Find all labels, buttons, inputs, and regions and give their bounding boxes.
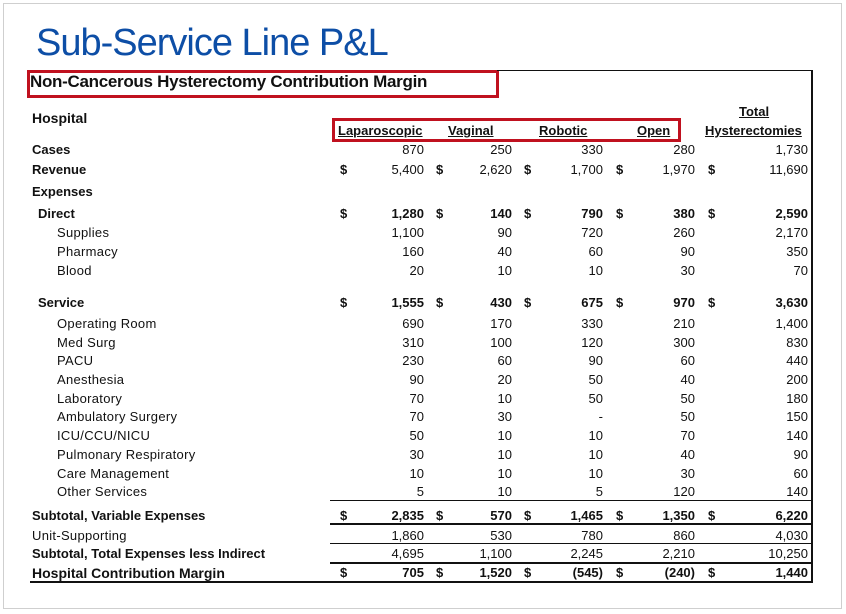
- row-value: 1,280: [391, 206, 424, 221]
- row-value: 50: [680, 409, 695, 424]
- row-value: 90: [497, 225, 512, 240]
- row-value: 330: [581, 142, 603, 157]
- row-value: 50: [680, 391, 695, 406]
- row-value: 860: [673, 528, 695, 543]
- row-label: Direct: [38, 206, 75, 221]
- row-value: 10: [588, 428, 603, 443]
- row-value: 1,100: [479, 546, 512, 561]
- row-value: 720: [581, 225, 603, 240]
- row-value: 5,400: [391, 162, 424, 177]
- row-value: 1,350: [662, 508, 695, 523]
- currency-symbol: $: [340, 295, 348, 310]
- row-label: Operating Room: [57, 316, 157, 331]
- row-value: 140: [786, 484, 808, 499]
- row-value: 10: [497, 391, 512, 406]
- row-value: 530: [490, 528, 512, 543]
- currency-symbol: $: [340, 565, 348, 580]
- currency-symbol: $: [340, 206, 348, 221]
- row-value: 60: [497, 353, 512, 368]
- row-value: 60: [680, 353, 695, 368]
- currency-symbol: $: [708, 295, 716, 310]
- row-label: Pulmonary Respiratory: [57, 447, 196, 462]
- row-value: 1,400: [775, 316, 808, 331]
- row-value: 350: [786, 244, 808, 259]
- row-label: Laboratory: [57, 391, 123, 406]
- row-value: 40: [680, 372, 695, 387]
- row-value: 310: [402, 335, 424, 350]
- row-value: 1,970: [662, 162, 695, 177]
- row-value: (240): [664, 565, 695, 580]
- hospital-label: Hospital: [32, 110, 88, 126]
- row-value: 120: [673, 484, 695, 499]
- row-value: 50: [588, 391, 603, 406]
- rule-after-unit-supporting: [330, 543, 813, 544]
- currency-symbol: $: [616, 565, 624, 580]
- row-value: 430: [490, 295, 512, 310]
- row-value: 10: [497, 263, 512, 278]
- row-value: 200: [786, 372, 808, 387]
- row-value: 70: [680, 428, 695, 443]
- row-value: 70: [793, 263, 808, 278]
- currency-symbol: $: [708, 162, 716, 177]
- row-value: 11,690: [769, 162, 808, 177]
- currency-symbol: $: [616, 508, 624, 523]
- row-value: 10: [588, 466, 603, 481]
- slide-title: Sub-Service Line P&L: [36, 22, 388, 64]
- row-value: 300: [673, 335, 695, 350]
- row-value: 40: [497, 244, 512, 259]
- row-value: 40: [680, 447, 695, 462]
- currency-symbol: $: [616, 295, 624, 310]
- row-value: 30: [680, 466, 695, 481]
- row-value: 1,700: [570, 162, 603, 177]
- currency-symbol: $: [436, 162, 444, 177]
- row-value: 50: [409, 428, 424, 443]
- row-value: 1,555: [391, 295, 424, 310]
- row-label: ICU/CCU/NICU: [57, 428, 151, 443]
- row-label: Ambulatory Surgery: [57, 409, 178, 424]
- row-label: Cases: [32, 142, 71, 157]
- row-value: 2,245: [570, 546, 603, 561]
- currency-symbol: $: [616, 162, 624, 177]
- row-value: 870: [402, 142, 424, 157]
- row-value: 1,860: [391, 528, 424, 543]
- row-label: Expenses: [32, 184, 93, 199]
- row-label: PACU: [57, 353, 94, 368]
- row-value: 90: [793, 447, 808, 462]
- currency-symbol: $: [436, 206, 444, 221]
- row-value: -: [598, 409, 603, 424]
- row-value: 10: [497, 466, 512, 481]
- row-value: 210: [673, 316, 695, 331]
- row-value: 675: [581, 295, 603, 310]
- col-open: Open: [637, 123, 671, 138]
- row-label: Anesthesia: [57, 372, 125, 387]
- row-value: 1,440: [775, 565, 808, 580]
- col-laparoscopic: Laparoscopic: [338, 123, 423, 138]
- row-label: Supplies: [57, 225, 110, 240]
- row-label: Other Services: [57, 484, 148, 499]
- row-value: 20: [409, 263, 424, 278]
- row-value: 260: [673, 225, 695, 240]
- row-value: 2,210: [662, 546, 695, 561]
- currency-symbol: $: [340, 162, 348, 177]
- rule-before-subtotal: [330, 500, 813, 501]
- row-label: Subtotal, Total Expenses less Indirect: [32, 546, 266, 561]
- table-bottom-border: [30, 581, 813, 583]
- currency-symbol: $: [524, 162, 532, 177]
- row-label: Med Surg: [57, 335, 116, 350]
- row-value: 1,730: [775, 142, 808, 157]
- row-value: 2,835: [391, 508, 424, 523]
- row-value: 970: [673, 295, 695, 310]
- row-value: 1,100: [391, 225, 424, 240]
- row-value: 140: [490, 206, 512, 221]
- row-value: 30: [680, 263, 695, 278]
- row-value: 10: [497, 428, 512, 443]
- row-value: 180: [786, 391, 808, 406]
- row-value: 4,695: [391, 546, 424, 561]
- table-right-border: [811, 70, 813, 583]
- row-value: 230: [402, 353, 424, 368]
- row-value: 30: [409, 447, 424, 462]
- row-value: 250: [490, 142, 512, 157]
- row-value: 30: [497, 409, 512, 424]
- row-value: 380: [673, 206, 695, 221]
- currency-symbol: $: [708, 565, 716, 580]
- row-value: 90: [409, 372, 424, 387]
- row-value: 140: [786, 428, 808, 443]
- row-value: 1,520: [479, 565, 512, 580]
- currency-symbol: $: [708, 508, 716, 523]
- row-value: 2,620: [479, 162, 512, 177]
- row-value: 570: [490, 508, 512, 523]
- row-value: 150: [786, 409, 808, 424]
- row-label: Subtotal, Variable Expenses: [32, 508, 206, 523]
- row-value: 2,590: [775, 206, 808, 221]
- row-label: Blood: [57, 263, 92, 278]
- row-value: 70: [409, 391, 424, 406]
- currency-symbol: $: [436, 295, 444, 310]
- currency-symbol: $: [524, 206, 532, 221]
- row-value: 90: [588, 353, 603, 368]
- row-value: 10: [497, 447, 512, 462]
- row-label: Care Management: [57, 466, 170, 481]
- row-value: 170: [490, 316, 512, 331]
- rule-before-margin: [330, 562, 813, 564]
- row-value: 5: [595, 484, 603, 499]
- row-value: 5: [416, 484, 424, 499]
- row-value: 690: [402, 316, 424, 331]
- row-label: Pharmacy: [57, 244, 118, 259]
- col-total-line2: Hysterectomies: [705, 123, 802, 138]
- currency-symbol: $: [524, 508, 532, 523]
- currency-symbol: $: [616, 206, 624, 221]
- currency-symbol: $: [524, 565, 532, 580]
- row-value: 10: [588, 447, 603, 462]
- row-value: 10,250: [768, 546, 808, 561]
- currency-symbol: $: [340, 508, 348, 523]
- row-value: 440: [786, 353, 808, 368]
- row-value: 10: [497, 484, 512, 499]
- row-value: 280: [673, 142, 695, 157]
- row-value: 120: [581, 335, 603, 350]
- col-robotic: Robotic: [539, 123, 588, 138]
- row-value: 780: [581, 528, 603, 543]
- row-value: 10: [409, 466, 424, 481]
- row-value: 70: [409, 409, 424, 424]
- currency-symbol: $: [708, 206, 716, 221]
- row-value: 100: [490, 335, 512, 350]
- rule-after-subtotal: [330, 523, 813, 525]
- row-value: 4,030: [775, 528, 808, 543]
- row-value: 830: [786, 335, 808, 350]
- row-value: 3,630: [775, 295, 808, 310]
- row-value: 60: [793, 466, 808, 481]
- row-value: 705: [402, 565, 424, 580]
- row-label: Unit-Supporting: [32, 528, 127, 543]
- row-value: 10: [588, 263, 603, 278]
- col-total-line1: Total: [739, 104, 770, 119]
- row-value: 2,170: [775, 225, 808, 240]
- row-value: 790: [581, 206, 603, 221]
- row-value: 160: [402, 244, 424, 259]
- row-label: Service: [38, 295, 85, 310]
- row-value: 90: [680, 244, 695, 259]
- row-value: 20: [497, 372, 512, 387]
- row-value: 50: [588, 372, 603, 387]
- table-top-border: [497, 70, 813, 71]
- currency-symbol: $: [436, 565, 444, 580]
- row-value: 330: [581, 316, 603, 331]
- row-value: (545): [572, 565, 603, 580]
- row-label: Hospital Contribution Margin: [32, 565, 225, 581]
- row-label: Revenue: [32, 162, 87, 177]
- col-vaginal: Vaginal: [448, 123, 494, 138]
- table-title: Non-Cancerous Hysterectomy Contribution Margin: [30, 72, 428, 91]
- row-value: 1,465: [570, 508, 603, 523]
- currency-symbol: $: [524, 295, 532, 310]
- currency-symbol: $: [436, 508, 444, 523]
- row-value: 60: [588, 244, 603, 259]
- row-value: 6,220: [775, 508, 808, 523]
